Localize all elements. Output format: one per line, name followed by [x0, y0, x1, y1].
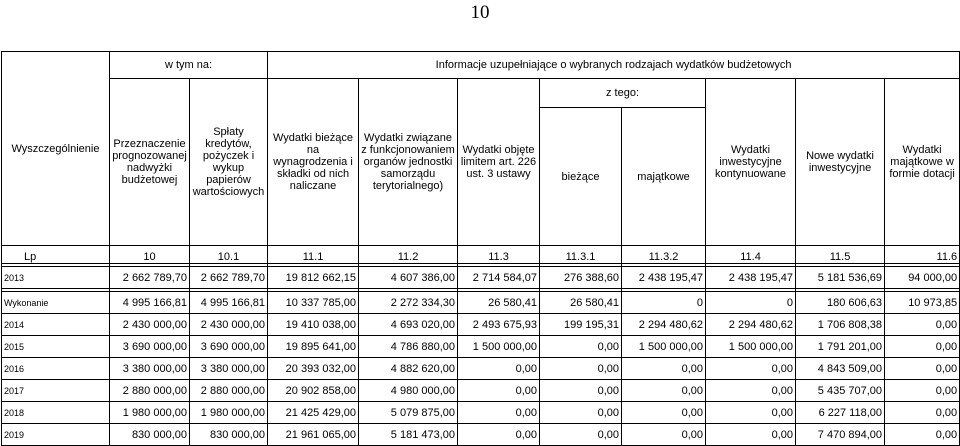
value-cell: 199 195,31	[540, 314, 622, 336]
value-cell: 6 227 118,00	[796, 402, 885, 424]
row-label: 2018	[2, 402, 110, 424]
value-cell: 4 995 166,81	[110, 292, 190, 314]
value-cell: 26 580,41	[540, 292, 622, 314]
lp-cell: 11.3.2	[622, 246, 706, 264]
value-cell: 21 425 429,00	[268, 402, 359, 424]
value-cell: 0,00	[885, 336, 960, 358]
value-cell: 19 410 038,00	[268, 314, 359, 336]
value-cell: 19 895 641,00	[268, 336, 359, 358]
header-z-tego: z tego:	[540, 79, 706, 108]
value-cell: 4 693 020,00	[359, 314, 458, 336]
value-cell: 0,00	[885, 358, 960, 380]
row-label: 2017	[2, 380, 110, 402]
table-row	[2, 292, 960, 314]
value-cell: 2 493 675,93	[458, 314, 540, 336]
value-cell: 0,00	[706, 402, 796, 424]
row-label: 2019	[2, 424, 110, 446]
value-cell: 0,00	[885, 424, 960, 446]
value-cell: 180 606,63	[796, 292, 885, 314]
value-cell: 4 995 166,81	[190, 292, 268, 314]
table-row	[2, 314, 960, 336]
value-cell: 10 337 785,00	[268, 292, 359, 314]
page-number: 10	[470, 2, 490, 23]
value-cell: 94 000,00	[885, 267, 960, 289]
value-cell: 4 607 386,00	[359, 267, 458, 289]
value-cell: 0,00	[706, 380, 796, 402]
header-col-11-3: Wydatki objęte limitem art. 226 ust. 3 ustawy	[458, 79, 540, 246]
value-cell: 10 973,85	[885, 292, 960, 314]
value-cell: 7 470 894,00	[796, 424, 885, 446]
value-cell: 0,00	[706, 358, 796, 380]
lp-cell: 11.3.1	[540, 246, 622, 264]
value-cell: 0,00	[540, 336, 622, 358]
value-cell: 20 902 858,00	[268, 380, 359, 402]
lp-cell: 10.1	[190, 246, 268, 264]
value-cell: 1 500 000,00	[622, 336, 706, 358]
row-label: 2016	[2, 358, 110, 380]
value-cell: 2 430 000,00	[190, 314, 268, 336]
header-col-11-3-2: majątkowe	[622, 108, 706, 246]
value-cell: 0,00	[540, 358, 622, 380]
value-cell: 0,00	[706, 424, 796, 446]
value-cell: 2 662 789,70	[190, 267, 268, 289]
header-w-tym-na: w tym na:	[110, 52, 268, 79]
value-cell: 2 430 000,00	[110, 314, 190, 336]
value-cell: 830 000,00	[110, 424, 190, 446]
value-cell: 0,00	[885, 314, 960, 336]
value-cell: 2 714 584,07	[458, 267, 540, 289]
header-col-11-4: Wydatki inwestycyjne kontynuowane	[706, 79, 796, 246]
value-cell: 19 812 662,15	[268, 267, 359, 289]
lp-row	[2, 246, 960, 264]
value-cell: 0,00	[622, 358, 706, 380]
header-col-10-1: Spłaty kredytów, pożyczek i wykup papierów wartościowych	[190, 79, 268, 246]
value-cell: 0,00	[540, 402, 622, 424]
row-label: 2013	[2, 267, 110, 289]
header-col-11-5: Nowe wydatki inwestycyjne	[796, 79, 885, 246]
value-cell: 1 980 000,00	[110, 402, 190, 424]
value-cell: 0,00	[540, 380, 622, 402]
value-cell: 0	[706, 292, 796, 314]
value-cell: 4 882 620,00	[359, 358, 458, 380]
value-cell: 5 435 707,00	[796, 380, 885, 402]
value-cell: 4 980 000,00	[359, 380, 458, 402]
value-cell: 1 706 808,38	[796, 314, 885, 336]
lp-cell: 11.6	[885, 246, 960, 264]
value-cell: 1 791 201,00	[796, 336, 885, 358]
value-cell: 3 380 000,00	[190, 358, 268, 380]
value-cell: 2 294 480,62	[706, 314, 796, 336]
header-col-10: Przeznaczenie prognozowanej nadwyżki budżetowej	[110, 79, 190, 246]
value-cell: 276 388,60	[540, 267, 622, 289]
value-cell: 5 181 473,00	[359, 424, 458, 446]
lp-cell: 10	[110, 246, 190, 264]
value-cell: 2 294 480,62	[622, 314, 706, 336]
header-col-11-2: Wydatki związane z funkcjonowaniem organów jednostki samorządu terytorialnego)	[359, 79, 458, 246]
value-cell: 3 690 000,00	[110, 336, 190, 358]
lp-cell: 11.4	[706, 246, 796, 264]
value-cell: 0,00	[885, 402, 960, 424]
lp-cell: 11.2	[359, 246, 458, 264]
value-cell: 2 662 789,70	[110, 267, 190, 289]
table-row	[2, 267, 960, 289]
value-cell: 0,00	[885, 380, 960, 402]
value-cell: 0,00	[622, 424, 706, 446]
expenditure-table	[1, 51, 960, 446]
table-row	[2, 424, 960, 446]
value-cell: 4 843 509,00	[796, 358, 885, 380]
value-cell: 5 181 536,69	[796, 267, 885, 289]
value-cell: 3 690 000,00	[190, 336, 268, 358]
value-cell: 1 980 000,00	[190, 402, 268, 424]
table-row	[2, 402, 960, 424]
value-cell: 0,00	[540, 424, 622, 446]
value-cell: 26 580,41	[458, 292, 540, 314]
value-cell: 20 393 032,00	[268, 358, 359, 380]
value-cell: 4 786 880,00	[359, 336, 458, 358]
value-cell: 3 380 000,00	[110, 358, 190, 380]
header-col-11-1: Wydatki bieżące na wynagrodzenia i składki od nich naliczane	[268, 79, 359, 246]
table-row	[2, 358, 960, 380]
value-cell: 0	[622, 292, 706, 314]
value-cell: 2 438 195,47	[622, 267, 706, 289]
header-col-11-6: Wydatki majątkowe w formie dotacji	[885, 79, 960, 246]
lp-cell: 11.5	[796, 246, 885, 264]
lp-cell: 11.3	[458, 246, 540, 264]
value-cell: 2 438 195,47	[706, 267, 796, 289]
header-wyszczegolnienie: Wyszczególnienie	[2, 52, 110, 246]
value-cell: 0,00	[458, 380, 540, 402]
header-col-11-3-1: bieżące	[540, 108, 622, 246]
value-cell: 830 000,00	[190, 424, 268, 446]
table-row	[2, 380, 960, 402]
value-cell: 2 880 000,00	[110, 380, 190, 402]
value-cell: 2 880 000,00	[190, 380, 268, 402]
value-cell: 21 961 065,00	[268, 424, 359, 446]
value-cell: 2 272 334,30	[359, 292, 458, 314]
table-row	[2, 336, 960, 358]
value-cell: 0,00	[458, 402, 540, 424]
lp-cell: Lp	[2, 246, 110, 264]
value-cell: 0,00	[458, 358, 540, 380]
header-informacje: Informacje uzupełniające o wybranych rodzajach wydatków budżetowych	[268, 52, 960, 79]
row-label: 2014	[2, 314, 110, 336]
value-cell: 5 079 875,00	[359, 402, 458, 424]
lp-cell: 11.1	[268, 246, 359, 264]
value-cell: 0,00	[622, 380, 706, 402]
value-cell: 0,00	[622, 402, 706, 424]
value-cell: 0,00	[458, 424, 540, 446]
row-label: 2015	[2, 336, 110, 358]
value-cell: 1 500 000,00	[458, 336, 540, 358]
value-cell: 1 500 000,00	[706, 336, 796, 358]
row-label: Wykonanie	[2, 292, 110, 314]
